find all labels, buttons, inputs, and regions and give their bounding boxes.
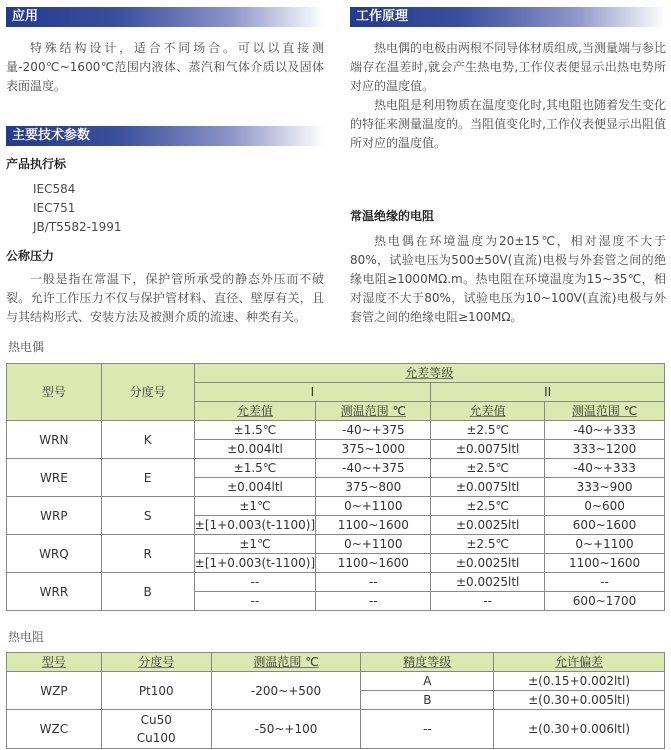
header-class-2: II [431, 383, 665, 402]
principle-paragraph-2: 热电阻是利用物质在温度变化时,其电阻也随着发生变化的特征来测量温度的。当阻值变化时,工作仪表便显示出阻值所对应的温度值。 [350, 98, 666, 150]
table-row [7, 535, 665, 554]
rtd-cell-graduation [101, 710, 211, 749]
cell-model: WRQ [7, 535, 102, 573]
cell-range-1: 0~+1100 [316, 497, 431, 516]
rtd-graduation-line: Cu50 [140, 713, 172, 727]
table-row [7, 421, 665, 440]
cell-tol-value-2: ±0.0025ltl [431, 554, 545, 573]
section-header-principle: 工作原理 [350, 7, 666, 27]
header-tol-value-1: 允差值 [194, 402, 316, 421]
application-text: 特殊结构设计，适合不同场合。可以以直接测量-200℃~1600℃范围内液体、蒸汽和气体介质以及固体表面温度。 [6, 41, 324, 93]
cell-range-1: -40~+375 [316, 459, 431, 478]
cell-range-1: 375~800 [316, 478, 431, 497]
rtd-graduation-line: Cu100 [136, 731, 176, 745]
rtd-header-graduation: 分度号 [101, 653, 211, 672]
cell-range-1: 1100~1600 [316, 516, 431, 535]
cell-range-2: 0~+1100 [545, 535, 665, 554]
cell-range-2: 0~600 [545, 497, 665, 516]
cell-tol-value-1: ±[1+0.003(t-1100)] [194, 554, 316, 573]
cell-tol-value-1: ±[1+0.003(t-1100)] [194, 516, 316, 535]
header-graduation: 分度号 [101, 364, 194, 421]
cell-range-2: 600~1600 [545, 516, 665, 535]
cell-range-2: 600~1700 [545, 592, 665, 611]
cell-range-1: 375~1000 [316, 440, 431, 459]
cell-tol-value-2: ±2.5℃ [431, 459, 545, 478]
rtd-cell-deviation: ±(0.15+0.002ltl) [494, 672, 665, 691]
cell-tol-value-2: ±2.5℃ [431, 421, 545, 440]
cell-range-2: 333~1200 [545, 440, 665, 459]
cell-tol-value-1: -- [194, 573, 316, 592]
insulation-title: 常温绝缘的电阻 [350, 209, 435, 223]
cell-tol-value-1: ±0.004ltl [194, 478, 316, 497]
cell-range-2: 333~900 [545, 478, 665, 497]
thermocouple-label: 热电偶 [8, 340, 45, 354]
cell-tol-value-1: ±1.5℃ [194, 459, 316, 478]
thermocouple-table [6, 363, 665, 611]
cell-tol-value-1: ±0.004ltl [194, 440, 316, 459]
rtd-label: 热电阻 [8, 630, 45, 644]
principle-paragraph-1: 热电偶的电极由两根不同导体材质组成,当测量端与参比端存在温差时,就会产生热电势,工作仪表便显示出热电势所对应的温度值。 [350, 41, 666, 93]
right-column [350, 0, 666, 327]
cell-tol-value-2: ±0.0075ltl [431, 440, 545, 459]
standard-item: IEC584 [33, 182, 76, 196]
cell-range-2: -40~+333 [545, 421, 665, 440]
header-model: 型号 [7, 364, 102, 421]
rtd-cell-range: -200~+500 [211, 672, 361, 710]
standard-item: JB/T5582-1991 [33, 220, 122, 234]
cell-tol-value-2: ±0.0075ltl [431, 478, 545, 497]
cell-graduation: E [101, 459, 194, 497]
rtd-cell-deviation: ±(0.30+0.005ltl) [494, 691, 665, 710]
rtd-cell-graduation: Pt100 [101, 672, 211, 710]
cell-range-2: 1100~1600 [545, 554, 665, 573]
cell-tol-value-1: ±1℃ [194, 497, 316, 516]
cell-tol-value-1: ±1℃ [194, 535, 316, 554]
rtd-header-accuracy: 精度等级 [361, 653, 494, 672]
section-header-application: 应用 [6, 7, 324, 27]
cell-tol-value-2: -- [431, 592, 545, 611]
cell-graduation: S [101, 497, 194, 535]
cell-graduation: R [101, 535, 194, 573]
cell-range-1: -40~+375 [316, 421, 431, 440]
header-tol-value-2: 允差值 [431, 402, 545, 421]
rtd-table [6, 652, 665, 749]
rtd-cell-model: WZC [7, 710, 102, 749]
standard-item: IEC751 [33, 201, 76, 215]
header-range-1: 测温范围 ℃ [316, 402, 431, 421]
rtd-cell-range: -50~+100 [211, 710, 361, 749]
cell-range-2: -40~+333 [545, 459, 665, 478]
standards-list [6, 180, 324, 237]
cell-tol-value-1: ±1.5℃ [194, 421, 316, 440]
cell-model: WRR [7, 573, 102, 611]
cell-range-2: -- [545, 573, 665, 592]
cell-model: WRE [7, 459, 102, 497]
cell-range-1: 1100~1600 [316, 554, 431, 573]
cell-tol-value-1: -- [194, 592, 316, 611]
cell-tol-value-2: ±0.0025ltl [431, 516, 545, 535]
cell-graduation: B [101, 573, 194, 611]
rtd-cell-accuracy: -- [361, 710, 494, 749]
cell-range-1: 0~+1100 [316, 535, 431, 554]
pressure-text: 一般是指在常温下，保护管所承受的静态外压而不破裂。允许工作压力不仅与保护管材料、直径、壁厚有关，且与其结构形式、安装方法及被测介质的流速、种类有关。 [6, 272, 324, 324]
cell-range-1: -- [316, 592, 431, 611]
table-row [7, 459, 665, 478]
cell-model: WRP [7, 497, 102, 535]
rtd-header-model: 型号 [7, 653, 102, 672]
cell-tol-value-2: ±2.5℃ [431, 497, 545, 516]
cell-tol-value-2: ±2.5℃ [431, 535, 545, 554]
rtd-cell-accuracy: A [361, 672, 494, 691]
header-tolerance-class: 允差等级 [194, 364, 664, 383]
cell-tol-value-2: ±0.0025ltl [431, 573, 545, 592]
rtd-cell-accuracy: B [361, 691, 494, 710]
section-header-tech-params: 主要技术参数 [6, 126, 324, 146]
cell-graduation: K [101, 421, 194, 459]
header-range-2: 测温范围 ℃ [545, 402, 665, 421]
standards-title: 产品执行标 [6, 157, 67, 171]
rtd-cell-deviation: ±(0.30+0.006ltl) [494, 710, 665, 749]
header-class-1: I [194, 383, 431, 402]
left-column [6, 0, 324, 327]
rtd-header-range: 测温范围 ℃ [211, 653, 361, 672]
insulation-text: 热电偶在环境温度为20±15℃，相对湿度不大于80%，试验电压为500±50V(直流)电极与外套管之间的绝缘电阻≥1000MΩ.m。热电阻在环境温度为15~35℃，相对湿度不大于80%，试验电压为10~100V(直流)电极与外套管之间的绝缘电阻≥100MΩ。 [350, 234, 666, 324]
table-row [7, 573, 665, 592]
rtd-header-deviation: 允许偏差 [494, 653, 665, 672]
rtd-cell-model: WZP [7, 672, 102, 710]
pressure-title: 公称压力 [6, 249, 55, 263]
table-row [7, 497, 665, 516]
cell-model: WRN [7, 421, 102, 459]
cell-range-1: -- [316, 573, 431, 592]
